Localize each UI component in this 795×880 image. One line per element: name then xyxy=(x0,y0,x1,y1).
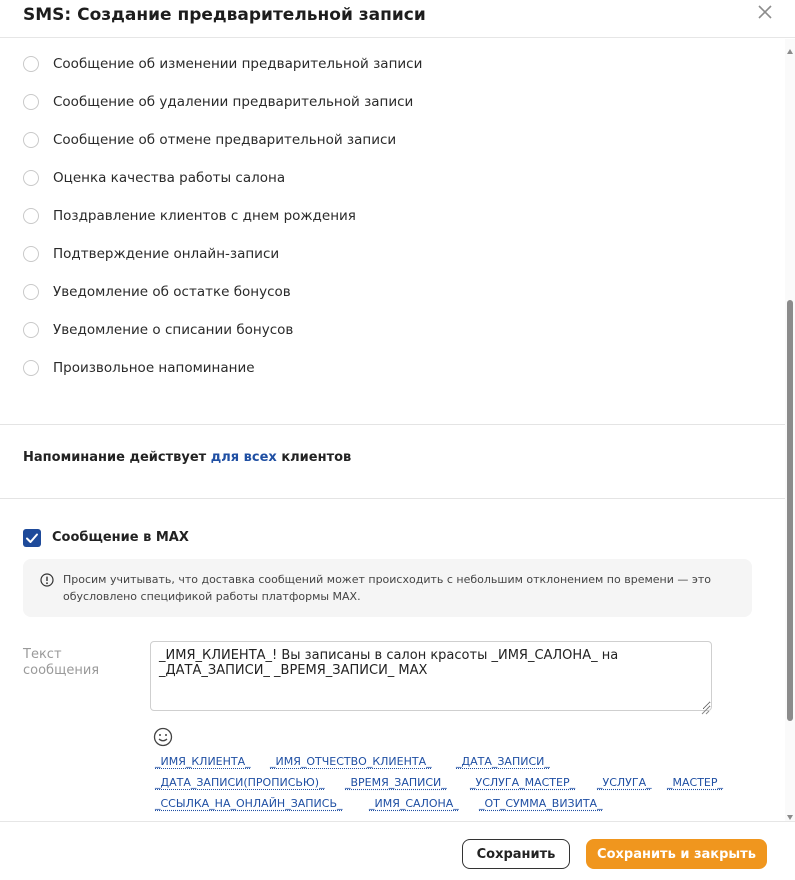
message-text-input[interactable] xyxy=(150,641,712,711)
template-variable-link[interactable]: _ИМЯ_КЛИЕНТА_ xyxy=(155,755,251,768)
template-variable-link[interactable]: _ИМЯ_САЛОНА_ xyxy=(369,797,459,810)
reminder-scope xyxy=(23,450,351,465)
dialog-content xyxy=(0,39,785,821)
radio-label: Произвольное напоминание xyxy=(53,360,255,376)
emoji-icon[interactable] xyxy=(153,727,173,747)
radio-button[interactable] xyxy=(23,94,39,110)
template-variable-link[interactable]: _УСЛУГА_ xyxy=(597,776,652,789)
notice-text: Просим учитывать, что доставка сообщений может происходить с небольшим отклонением по времени — это обусловлено спецификой работы платформы MAX. xyxy=(63,573,712,603)
message-type-option[interactable] xyxy=(23,129,723,153)
radio-label: Уведомление о списании бонусов xyxy=(53,322,294,338)
message-type-option[interactable] xyxy=(23,91,723,115)
message-type-option[interactable] xyxy=(23,243,723,267)
message-type-option[interactable] xyxy=(23,357,723,381)
radio-label: Поздравление клиентов с днем рождения xyxy=(53,208,356,224)
radio-button[interactable] xyxy=(23,246,39,262)
scope-clients-link[interactable]: для всех xyxy=(210,450,277,465)
close-icon[interactable] xyxy=(755,2,775,22)
section-divider xyxy=(0,424,785,425)
message-type-option[interactable] xyxy=(23,205,723,229)
info-icon xyxy=(40,572,54,586)
message-type-option[interactable] xyxy=(23,281,723,305)
template-variable-link[interactable]: _МАСТЕР_ xyxy=(667,776,723,789)
scroll-up-arrow-icon[interactable] xyxy=(786,41,794,49)
section-divider xyxy=(0,498,785,499)
scrollbar-thumb[interactable] xyxy=(787,300,793,721)
max-channel-checkbox-row[interactable] xyxy=(23,528,323,550)
max-channel-checkbox[interactable] xyxy=(23,529,41,547)
template-variable-link[interactable]: _ВРЕМЯ_ЗАПИСИ_ xyxy=(345,776,447,789)
template-variable-link[interactable]: _ДАТА_ЗАПИСИ(ПРОПИСЬЮ)_ xyxy=(155,776,325,789)
dialog-title: SMS: Создание предварительной записи xyxy=(23,5,426,25)
radio-button[interactable] xyxy=(23,56,39,72)
radio-label: Сообщение об удалении предварительной записи xyxy=(53,94,414,110)
radio-label: Подтверждение онлайн-записи xyxy=(53,246,280,262)
dialog-header xyxy=(0,0,795,38)
template-variable-link[interactable]: _УСЛУГА_МАСТЕР_ xyxy=(470,776,576,789)
dialog-footer xyxy=(0,821,795,880)
message-type-option[interactable] xyxy=(23,167,723,191)
radio-label: Сообщение об отмене предварительной записи xyxy=(53,132,397,148)
save-button[interactable]: Сохранить xyxy=(462,839,570,869)
radio-button[interactable] xyxy=(23,360,39,376)
max-channel-label: Сообщение в MAX xyxy=(52,530,189,545)
save-and-close-button[interactable]: Сохранить и закрыть xyxy=(586,839,767,869)
radio-button[interactable] xyxy=(23,284,39,300)
template-variable-link[interactable]: _ССЫЛКА_НА_ОНЛАЙН_ЗАПИСЬ_ xyxy=(155,797,343,810)
message-text-label: Текст сообщения xyxy=(23,647,100,678)
template-variable-link[interactable]: _ДАТА_ЗАПИСИ_ xyxy=(456,755,550,768)
template-variable-link[interactable]: _ИМЯ_ОТЧЕСТВО_КЛИЕНТА_ xyxy=(270,755,432,768)
radio-button[interactable] xyxy=(23,132,39,148)
message-type-option[interactable] xyxy=(23,319,723,343)
radio-label: Уведомление об остатке бонусов xyxy=(53,284,291,300)
checkmark-icon xyxy=(23,529,41,547)
scope-prefix: Напоминание действует xyxy=(23,450,207,465)
radio-label: Сообщение об изменении предварительной записи xyxy=(53,56,423,72)
radio-button[interactable] xyxy=(23,170,39,186)
scope-suffix: клиентов xyxy=(281,450,352,465)
delivery-notice xyxy=(23,559,752,617)
message-type-option[interactable] xyxy=(23,53,723,77)
radio-label: Оценка качества работы салона xyxy=(53,170,286,186)
scroll-down-arrow-icon[interactable] xyxy=(786,806,794,814)
resize-handle-icon[interactable] xyxy=(700,700,710,710)
radio-button[interactable] xyxy=(23,208,39,224)
radio-button[interactable] xyxy=(23,322,39,338)
template-variable-link[interactable]: _ОТ_СУММА_ВИЗИТА_ xyxy=(479,797,603,810)
